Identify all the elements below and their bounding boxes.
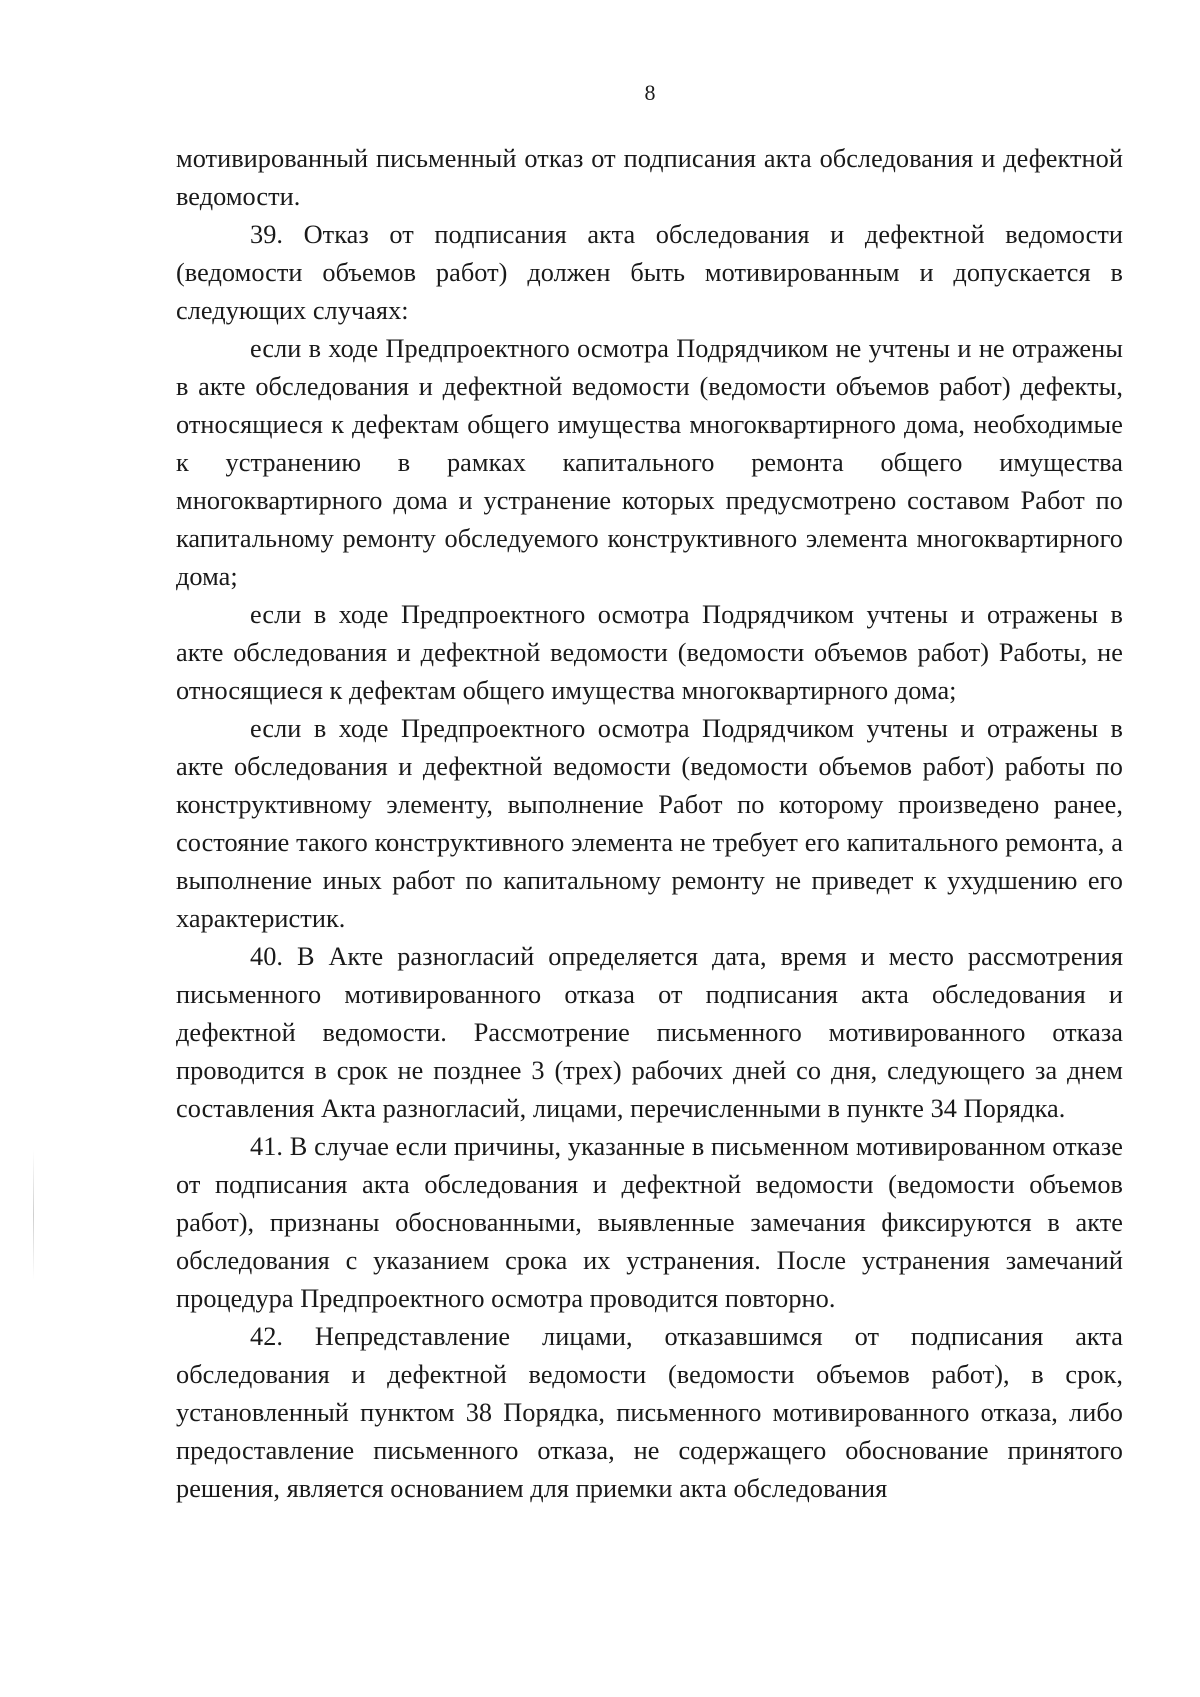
page-number: 8 bbox=[644, 80, 656, 105]
paragraph-39-case-3: если в ходе Предпроектного осмотра Подрядчиком учтены и отражены в акте обследования и дефектной ведомости (ведомости объемов работ) работы по конструктивному элементу, выполнение Работ по которому произведено ранее, состояние такого конструктивного элемента не требует его капитального ремонта, а выполнение иных работ по капитальному ремонту не приведет к ухудшению его характеристик. bbox=[176, 714, 1123, 933]
paragraph-41: 41. В случае если причины, указанные в письменном мотивированном отказе от подписания акта обследования и дефектной ведомости (ведомости объемов работ), признаны обоснованными, выявленные замечания фиксируются в акте обследования с указанием срока их устранения. После устранения замечаний процедура Предпроектного осмотра проводится повторно. bbox=[176, 1132, 1123, 1313]
paragraph-40: 40. В Акте разногласий определяется дата, время и место рассмотрения письменного мотивированного отказа от подписания акта обследования и дефектной ведомости. Рассмотрение письменного мотивированного отказа проводится в срок не позднее 3 (трех) рабочих дней со дня, следующего за днем составления Акта разногласий, лицами, перечисленными в пункте 34 Порядка. bbox=[176, 942, 1123, 1123]
document-body bbox=[176, 140, 1123, 1508]
paragraph-39-case-1: если в ходе Предпроектного осмотра Подрядчиком не учтены и не отражены в акте обследования и дефектной ведомости (ведомости объемов работ) дефекты, относящиеся к дефектам общего имущества многоквартирного дома, необходимые к устранению в рамках капитального ремонта общего имущества многоквартирного дома и устранение которых предусмотрено составом Работ по капитальному ремонту обследуемого конструктивного элемента многоквартирного дома; bbox=[176, 334, 1123, 591]
paragraph-39-case-2: если в ходе Предпроектного осмотра Подрядчиком учтены и отражены в акте обследования и дефектной ведомости (ведомости объемов работ) Работы, не относящиеся к дефектам общего имущества многоквартирного дома; bbox=[176, 600, 1123, 705]
paragraph-continuation: мотивированный письменный отказ от подписания акта обследования и дефектной ведомости. bbox=[176, 144, 1123, 211]
paragraph-42: 42. Непредставление лицами, отказавшимся от подписания акта обследования и дефектной ведомости (ведомости объемов работ), в срок, установленный пунктом 38 Порядка, письменного мотивированного отказа, либо предоставление письменного отказа, не содержащего обоснование принятого решения, является основанием для приемки акта обследования bbox=[176, 1322, 1123, 1503]
paragraph-39: 39. Отказ от подписания акта обследования и дефектной ведомости (ведомости объемов работ) должен быть мотивированным и допускается в следующих случаях: bbox=[176, 220, 1123, 325]
scan-artifact-line bbox=[33, 1150, 34, 1280]
